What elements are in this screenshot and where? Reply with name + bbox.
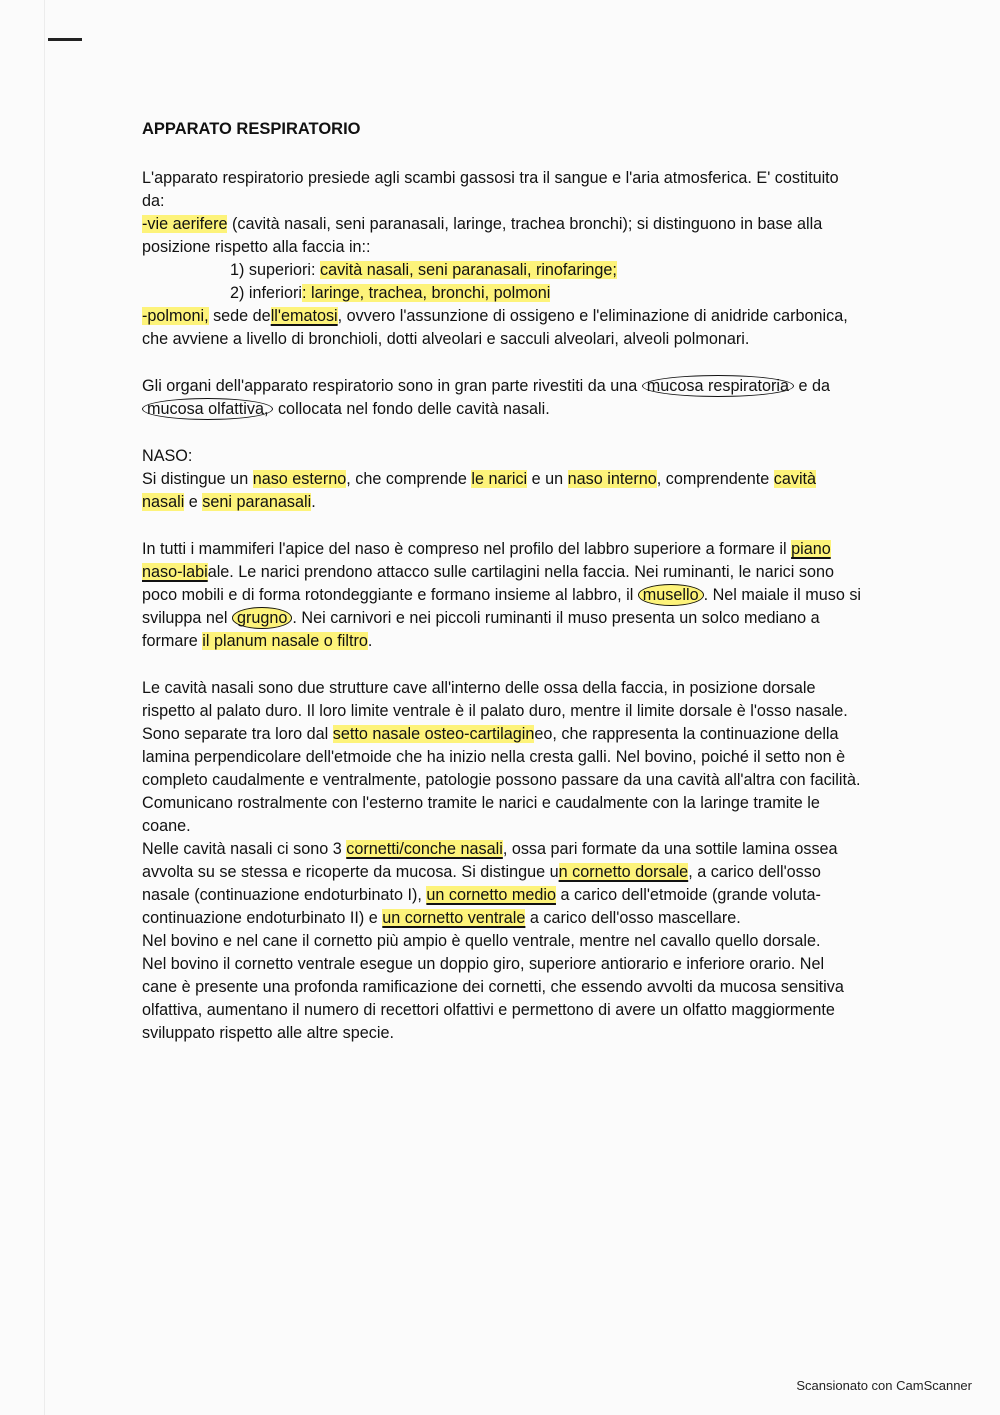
document-title: APPARATO RESPIRATORIO — [142, 120, 361, 138]
camscanner-watermark: Scansionato con CamScanner — [796, 1378, 972, 1393]
list-item-inferiori: 2) inferiori: laringe, trachea, bronchi, polmoni — [230, 284, 551, 302]
cavita-nasali-paragraph: Le cavità nasali sono due strutture cave all'interno delle ossa della faccia, in posizione dorsale rispetto al palato duro. Il loro limite ventrale è il palato duro, mentre il limite dorsale è l'osso nasale. Sono separate tra loro dal setto nasale osteo-cartilagineo, che rappresenta la continuazione della lamina perpendicolare dell'etmoide che ha inizio nella cresta galli. Nel bovino, poiché il setto non è completo caudalmente e ventralmente, patologie possono passare da una cavità all'altra con facilità. Comunicano rostralmente con l'esterno tramite le narici e caudalmente con la laringe tramite le coane. — [142, 679, 861, 835]
document-body — [142, 118, 862, 1045]
naso-heading: NASO: — [142, 447, 193, 465]
polmoni-paragraph: -polmoni, sede dell'ematosi, ovvero l'assunzione di ossigeno e l'eliminazione di anidride carbonica, che avviene a livello di bronchioli, dotti alveolari e sacculi alveolari, alveoli polmonari. — [142, 307, 848, 348]
mammiferi-paragraph: In tutti i mammiferi l'apice del naso è compreso nel profilo del labbro superiore a formare il piano naso-labiale. Le narici prendono attacco sulle cartilagini nella faccia. Nei ruminanti, le narici sono poco mobili e di forma rotondeggiante e formano insieme al labbro, il musello . Nel maiale il muso si sviluppa nel grugno . Nei carnivori e nei piccoli ruminanti il muso presenta un solco mediano a formare il planum nasale o filtro. — [142, 540, 862, 650]
organi-paragraph: Gli organi dell'apparato respiratorio sono in gran parte rivestiti da una mucosa respiratoria e da mucosa olfattiva, collocata nel fondo delle cavità nasali. — [142, 377, 830, 418]
vie-aerifere-paragraph: -vie aerifere (cavità nasali, seni paranasali, laringe, trachea bronchi); si distinguono in base alla posizione rispetto alla faccia in:: — [142, 215, 823, 256]
bovino-cornetto-paragraph: Nel bovino il cornetto ventrale esegue un doppio giro, superiore antiorario e inferiore orario. Nel cane è presente una profonda ramificazione dei cornetti, che essendo avvolti da mucosa sensitiva olfattiva, aumentano il numero di recettori olfattivi e permettono di avere un olfatto maggiormente sviluppato rispetto alle altre specie. — [142, 955, 844, 1042]
corner-mark — [48, 38, 82, 41]
bovino-cane-sentence: Nel bovino e nel cane il cornetto più ampio è quello ventrale, mentre nel cavallo quello dorsale. — [142, 932, 821, 950]
list-item-superiori: 1) superiori: cavità nasali, seni paranasali, rinofaringe; — [230, 261, 617, 279]
naso-paragraph: Si distingue un naso esterno, che comprende le narici e un naso interno, comprendente cavità nasali e seni paranasali. — [142, 470, 817, 511]
cornetti-paragraph: Nelle cavità nasali ci sono 3 cornetti/conche nasali, ossa pari formate da una sottile lamina ossea avvolta su se stessa e ricoperte da mucosa. Si distingue un cornetto dorsale, a carico dell'osso nasale (continuazione endoturbinato I), un cornetto medio a carico dell'etmoide (grande voluta-continuazione endoturbinato II) e un cornetto ventrale a carico dell'osso mascellare. — [142, 840, 838, 927]
scan-edge-line — [44, 0, 45, 1415]
intro-paragraph: L'apparato respiratorio presiede agli scambi gassosi tra il sangue e l'aria atmosferica. E' costituito da: — [142, 169, 839, 210]
